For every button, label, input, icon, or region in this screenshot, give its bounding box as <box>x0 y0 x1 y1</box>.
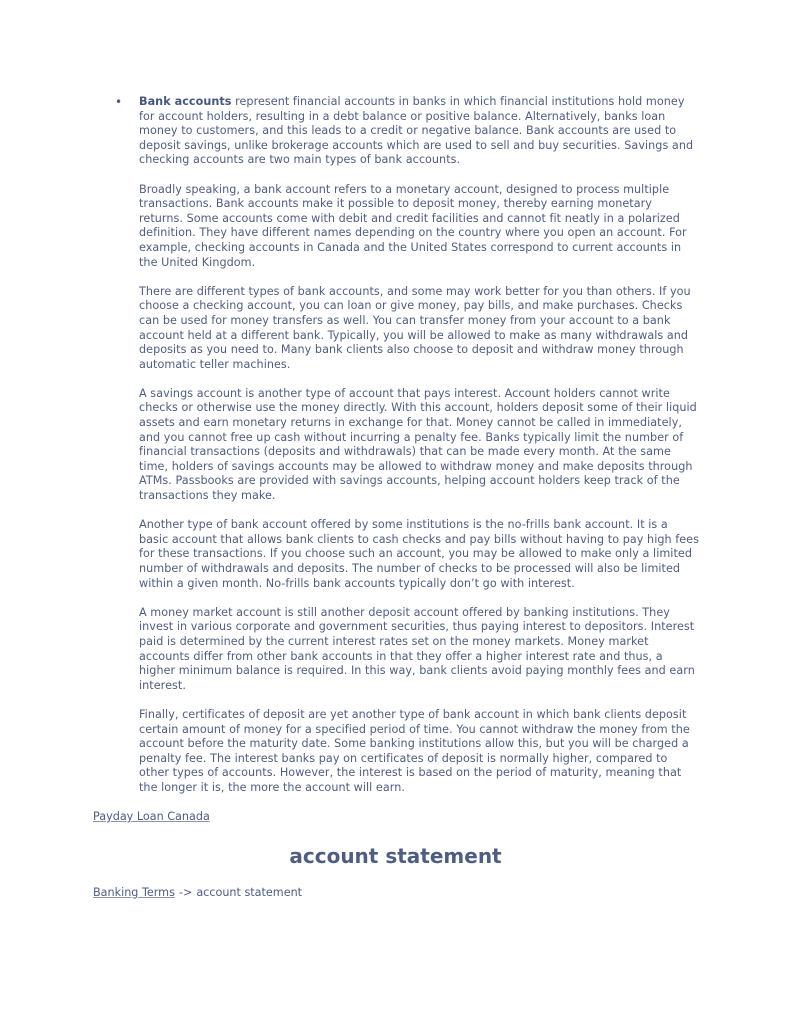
bank-accounts-bullet-list <box>115 95 699 810</box>
lead-term: Bank accounts <box>139 95 232 108</box>
paragraph-intro-text: represent financial accounts in banks in which financial institutions hold money for account holders, resulting in a debt balance or positive balance. Alternatively, banks loan money to customers, and this leads to a credit or negative balance. Bank accounts are used to deposit savings, unlike brokerage accounts which are used to sell and buy securities. Savings and checking accounts are two main types of bank accounts. <box>139 95 694 167</box>
bank-accounts-list-item <box>115 95 699 796</box>
breadcrumb-separator: -> <box>178 886 193 899</box>
breadcrumb <box>93 886 302 900</box>
breadcrumb-banking-terms-link[interactable]: Banking Terms <box>93 886 175 899</box>
paragraph-savings: A savings account is another type of account that pays interest. Account holders cannot write checks or otherwise use the money directly. With this account, holders deposit some of their liquid assets and earn monetary returns in exchange for that. Money cannot be called in immediately, and you cannot free up cash without incurring a penalty fee. Banks typically limit the number of financial transactions (deposits and withdrawals) that can be made every month. At the same time, holders of savings accounts may be allowed to withdraw money and make deposits through ATMs. Passbooks are provided with savings accounts, helping account holders keep track of the transactions they make. <box>139 386 697 503</box>
paragraph-definition: Broadly speaking, a bank account refers to a monetary account, designed to process multiple transactions. Bank accounts make it possible to deposit money, thereby earning monetary returns. Some accounts come with debit and credit facilities and cannot fit neatly in a polarized definition. They have different names depending on the country where you open an account. For example, checking accounts in Canada and the United States correspond to current accounts in the United Kingdom. <box>139 182 687 269</box>
bullet-icon: • <box>115 95 123 109</box>
page-heading: account statement <box>289 844 502 868</box>
payday-loan-link[interactable]: Payday Loan Canada <box>93 810 210 823</box>
paragraph-money-market: A money market account is still another deposit account offered by banking institutions. They invest in various corporate and government securities, thus paying interest to depositors. Interest paid is determined by the current interest rates set on the money markets. Money market accounts differ from other bank accounts in that they offer a higher interest rate and thus, a higher minimum balance is required. In this way, bank clients avoid paying monthly fees and earn interest. <box>139 605 695 692</box>
breadcrumb-current: account statement <box>196 886 303 899</box>
payday-link-line <box>93 810 210 824</box>
paragraph-no-frills: Another type of bank account offered by some institutions is the no-frills bank account. It is a basic account that allows bank clients to cash checks and pay bills without having to pay high fees for these transactions. If you choose such an account, you may be allowed to make only a limited number of withdrawals and deposits. The number of checks to be processed will also be limited within a given month. No-frills bank accounts typically don’t go with interest. <box>139 518 699 590</box>
paragraph-intro <box>139 95 699 168</box>
paragraph-checking: There are different types of bank accounts, and some may work better for you than others. If you choose a checking account, you can loan or give money, pay bills, and make purchases. Checks can be used for money transfers as well. You can transfer money from your account to a bank account held at a different bank. Typically, you will be allowed to make as many withdrawals and deposits as you need to. Many bank clients also choose to deposit and withdraw money through automatic teller machines. <box>139 284 691 371</box>
paragraph-certificates: Finally, certificates of deposit are yet another type of bank account in which bank clients deposit certain amount of money for a specified period of time. You cannot withdraw the money from the account before the maturity date. Some banking institutions allow this, but you will be charged a penalty fee. The interest banks pay on certificates of deposit is normally higher, compared to other types of accounts. However, the interest is based on the period of maturity, meaning that the longer it is, the more the account will earn. <box>139 707 690 794</box>
